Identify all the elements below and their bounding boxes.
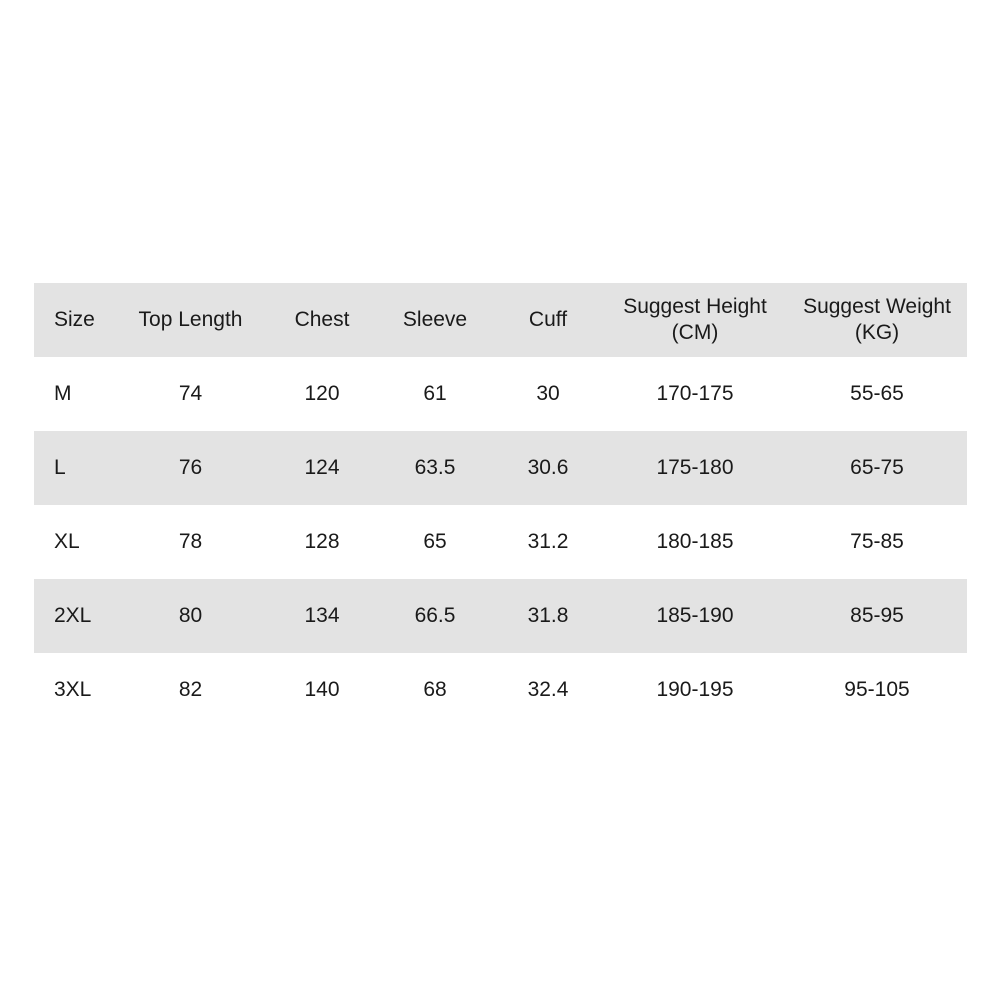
cell-size: M	[54, 382, 72, 405]
cell-cuff: 31.2	[527, 530, 569, 553]
cell-cuff: 31.8	[493, 579, 603, 653]
cell-suggest-height: 180-185	[656, 530, 734, 553]
cell-sleeve: 65	[423, 530, 447, 553]
table-row	[34, 357, 967, 431]
header-suggest-weight-label: Suggest Weight	[803, 295, 951, 318]
header-suggest-weight	[787, 283, 967, 357]
cell-size: 3XL	[54, 678, 92, 701]
cell-suggest-weight: 65-75	[787, 431, 967, 505]
header-chest: Chest	[267, 283, 377, 357]
cell-suggest-height: 185-190	[603, 579, 787, 653]
header-top-length: Top Length	[114, 283, 267, 357]
cell-suggest-weight: 95-105	[844, 678, 910, 701]
table-row	[34, 653, 967, 727]
cell-sleeve: 68	[423, 678, 447, 701]
cell-sleeve: 66.5	[377, 579, 493, 653]
header-suggest-height	[603, 283, 787, 357]
table-row	[34, 579, 967, 653]
cell-top-length: 76	[114, 431, 267, 505]
cell-suggest-height: 170-175	[656, 382, 734, 405]
header-size: Size	[34, 283, 114, 357]
cell-size: 2XL	[34, 579, 114, 653]
cell-suggest-weight: 85-95	[787, 579, 967, 653]
cell-chest: 128	[304, 530, 340, 553]
cell-cuff: 32.4	[527, 678, 569, 701]
header-suggest-weight-unit: (KG)	[854, 321, 900, 344]
cell-top-length: 80	[114, 579, 267, 653]
cell-suggest-height: 190-195	[656, 678, 734, 701]
cell-size: L	[34, 431, 114, 505]
cell-chest: 120	[304, 382, 340, 405]
table-row	[34, 431, 967, 505]
cell-chest: 124	[267, 431, 377, 505]
size-chart-table	[34, 283, 967, 727]
header-cuff: Cuff	[493, 283, 603, 357]
cell-top-length: 74	[178, 382, 203, 405]
cell-suggest-height: 175-180	[603, 431, 787, 505]
cell-cuff: 30	[536, 382, 560, 405]
cell-top-length: 82	[178, 678, 203, 701]
cell-chest: 134	[267, 579, 377, 653]
cell-suggest-weight: 75-85	[850, 530, 904, 553]
header-row	[34, 283, 967, 357]
cell-size: XL	[54, 530, 80, 553]
header-suggest-height-unit: (CM)	[671, 321, 719, 344]
cell-cuff: 30.6	[493, 431, 603, 505]
cell-sleeve: 61	[423, 382, 447, 405]
header-sleeve: Sleeve	[377, 283, 493, 357]
header-suggest-height-label: Suggest Height	[623, 295, 767, 318]
cell-sleeve: 63.5	[377, 431, 493, 505]
cell-chest: 140	[304, 678, 340, 701]
cell-suggest-weight: 55-65	[850, 382, 904, 405]
table-row	[34, 505, 967, 579]
cell-top-length: 78	[178, 530, 203, 553]
